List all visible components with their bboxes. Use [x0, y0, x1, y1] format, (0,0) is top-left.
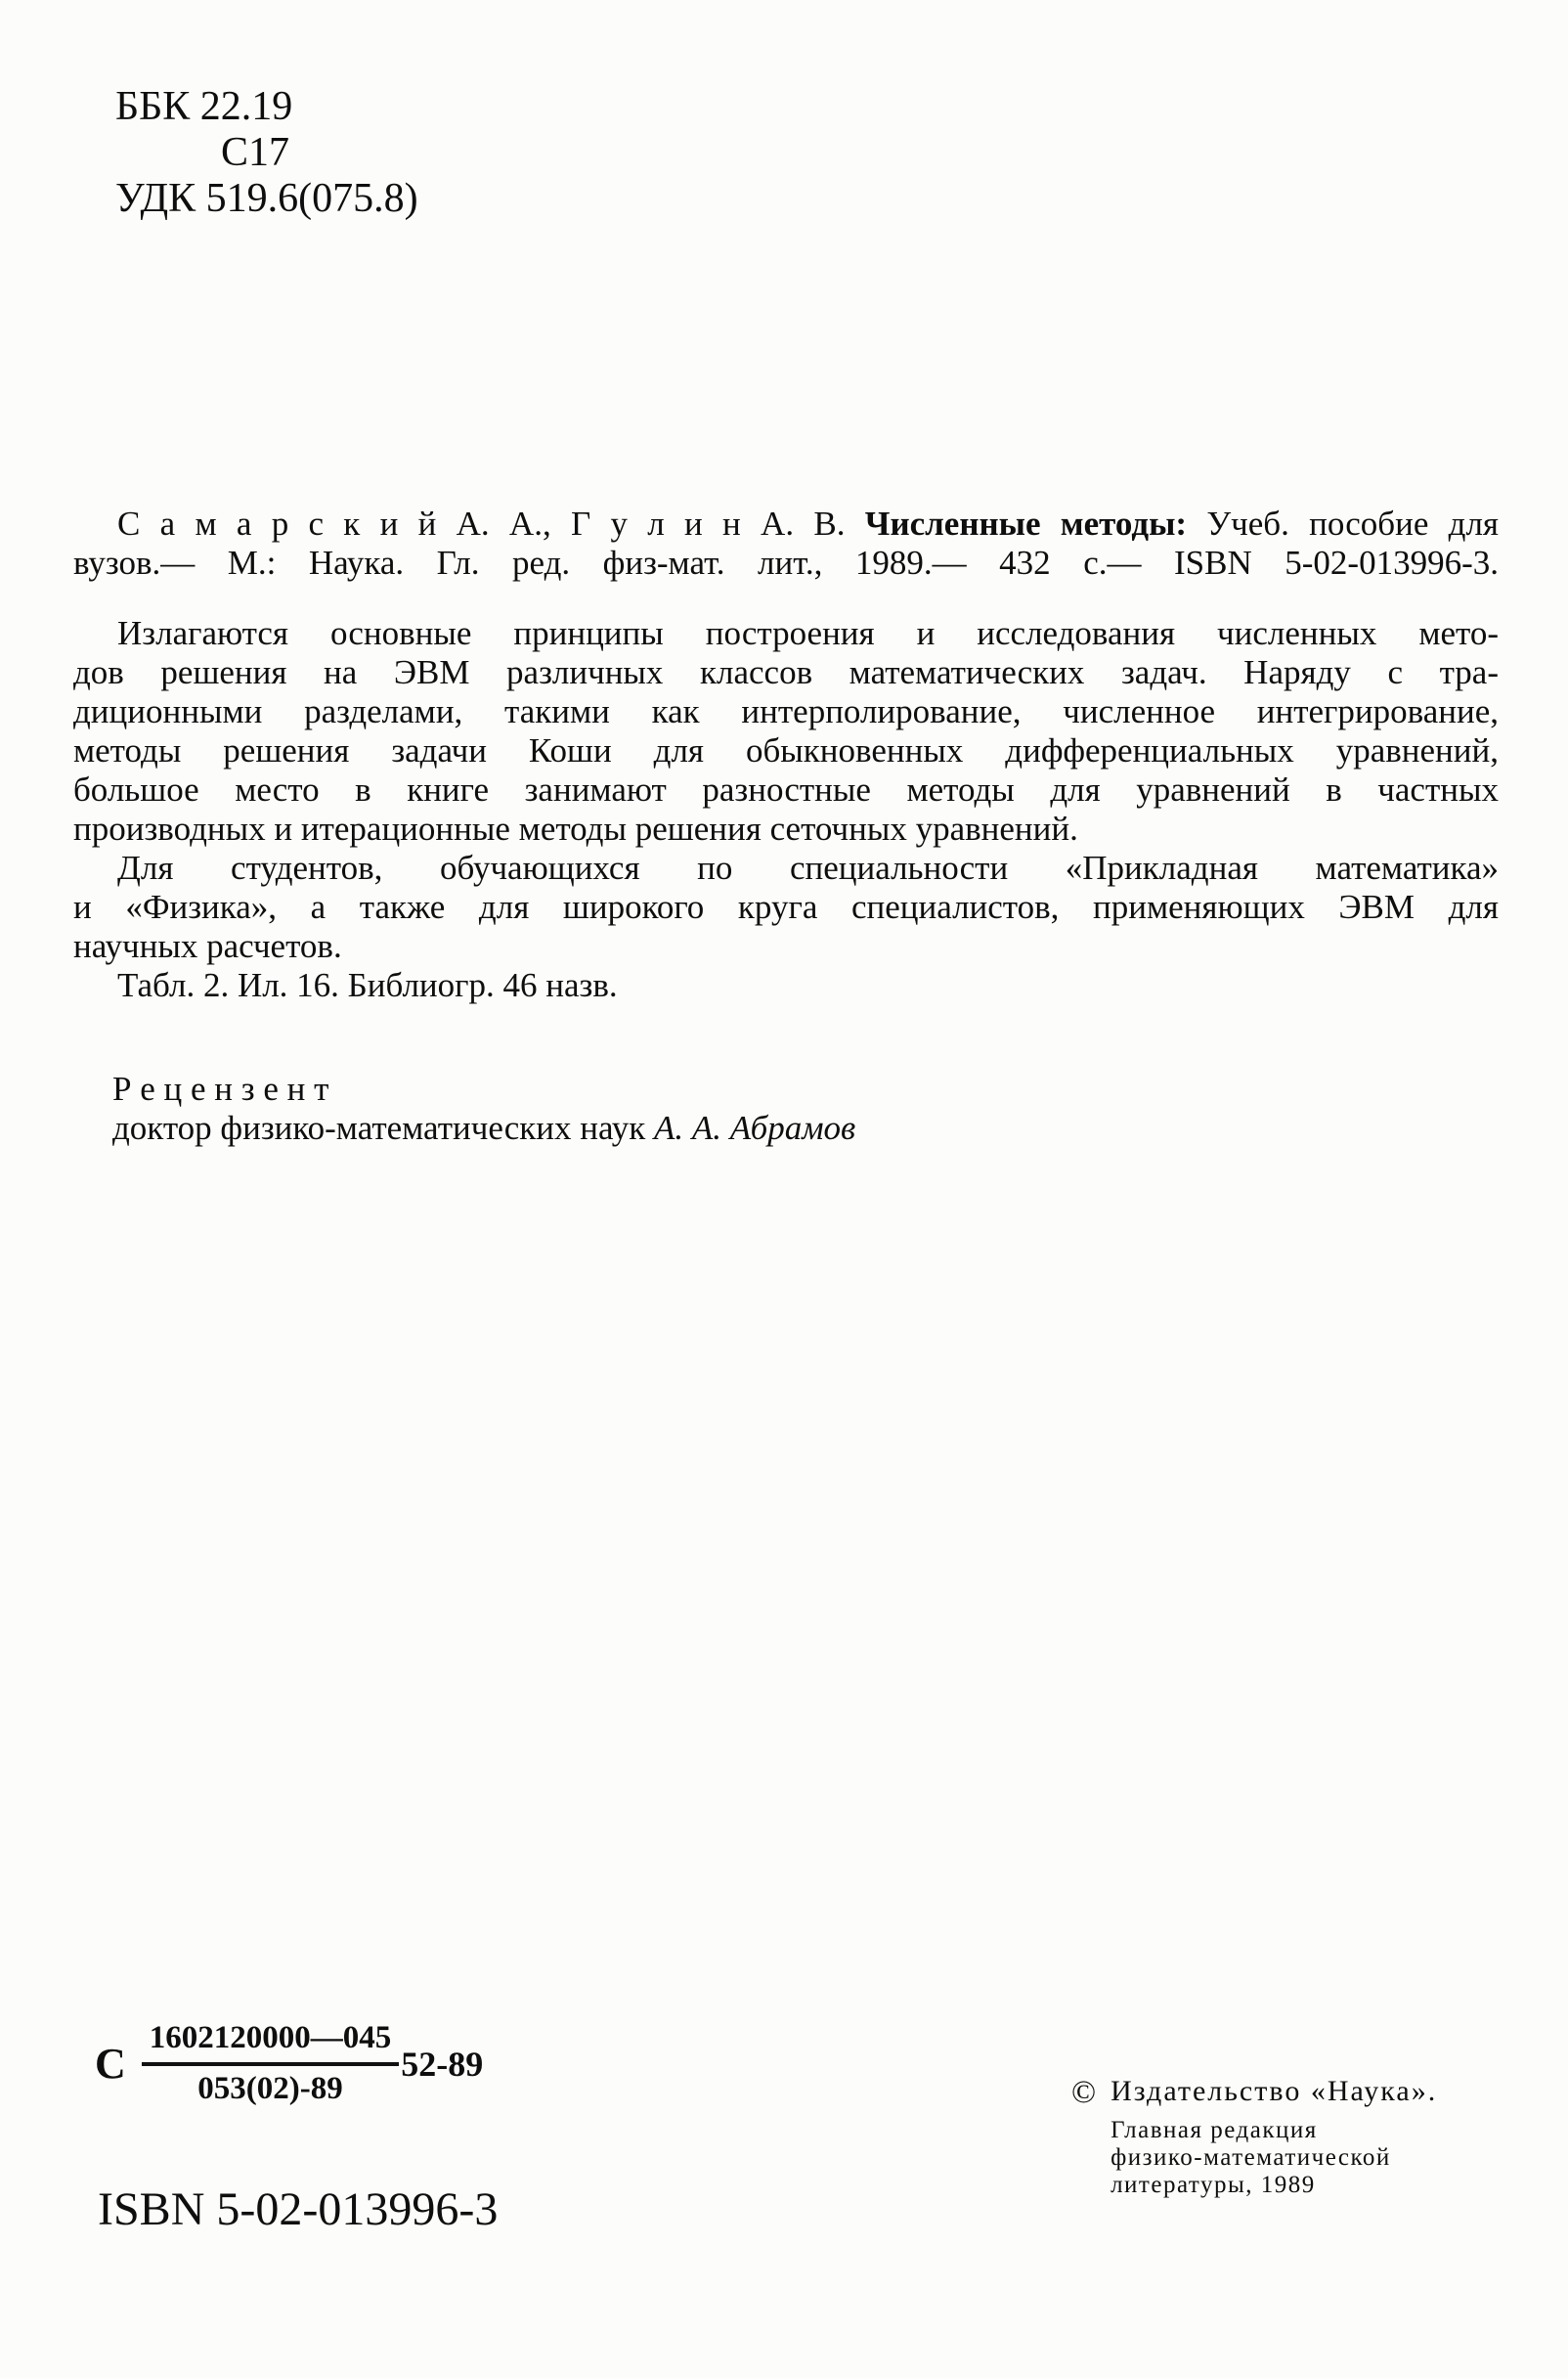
- audience-line: и «Физика», а также для широкого круга специалистов, применяющих ЭВМ для: [73, 888, 1499, 926]
- annotation-line: большое место в книге занимают разностные методы для уравнений в частных: [73, 771, 1499, 809]
- copyright-notice: [1071, 2075, 1437, 2199]
- catalog-letter: С: [95, 2040, 126, 2089]
- classification-codes: [115, 84, 418, 222]
- bibliographic-block: [73, 505, 1499, 1148]
- citation-line-1: [73, 505, 1499, 544]
- author-sign-code: С17: [221, 130, 290, 175]
- stats-line: Табл. 2. Ил. 16. Библиогр. 46 назв.: [117, 966, 618, 1004]
- fraction-numerator: 1602120000—045: [142, 2020, 400, 2066]
- copyright-icon: ©: [1071, 2075, 1097, 2110]
- annotation: [73, 614, 1499, 1005]
- citation-authors: С а м а р с к и й А. А., Г у л и н А. В.: [117, 505, 846, 543]
- catalog-fraction: [142, 2020, 400, 2108]
- citation: [73, 505, 1499, 583]
- reviewer-line: [112, 1109, 1499, 1148]
- fraction-denominator: 053(02)-89: [197, 2070, 343, 2106]
- reviewer-label: Р е ц е н з е н т: [112, 1070, 329, 1108]
- catalog-order-code: 52-89: [401, 2044, 484, 2084]
- citation-line-2: вузов.— М.: Наука. Гл. ред. физ-мат. лит., 1989.— 432 с.— ISBN 5-02-013996-3.: [73, 544, 1499, 582]
- udk-code: УДК 519.6(075.8): [115, 176, 418, 221]
- reviewer-degree: доктор физико-математических наук: [112, 1109, 646, 1147]
- citation-subtitle: Учеб. пособие для: [1206, 505, 1500, 543]
- annotation-line: дов решения на ЭВМ различных классов математических задач. Наряду с тра-: [73, 653, 1499, 691]
- annotation-line: производных и итерационные методы решения сеточных уравнений.: [73, 810, 1078, 848]
- book-title: Численные методы:: [864, 505, 1188, 543]
- publisher-division-line: Главная редакция: [1111, 2117, 1318, 2143]
- publisher-division-line: физико-математической: [1111, 2144, 1391, 2171]
- annotation-line: Излагаются основные принципы построения и исследования численных мето-: [117, 614, 1499, 652]
- catalog-number: [95, 2020, 483, 2108]
- isbn: ISBN 5-02-013996-3: [98, 2183, 499, 2235]
- reviewer-section: [73, 1070, 1499, 1148]
- bbk-code: ББК 22.19: [115, 84, 293, 129]
- publisher-block: [1111, 2075, 1437, 2199]
- reviewer-name: А. А. Абрамов: [653, 1109, 856, 1147]
- audience-line: Для студентов, обучающихся по специальности «Прикладная математика»: [117, 849, 1499, 887]
- audience-line: научных расчетов.: [73, 927, 342, 965]
- annotation-line: диционными разделами, такими как интерполирование, численное интегрирование,: [73, 692, 1499, 730]
- annotation-line: методы решения задачи Коши для обыкновенных дифференциальных уравнений,: [73, 731, 1499, 770]
- publisher-name: Издательство «Наука».: [1111, 2075, 1438, 2107]
- publisher-division-line: литературы, 1989: [1111, 2172, 1316, 2198]
